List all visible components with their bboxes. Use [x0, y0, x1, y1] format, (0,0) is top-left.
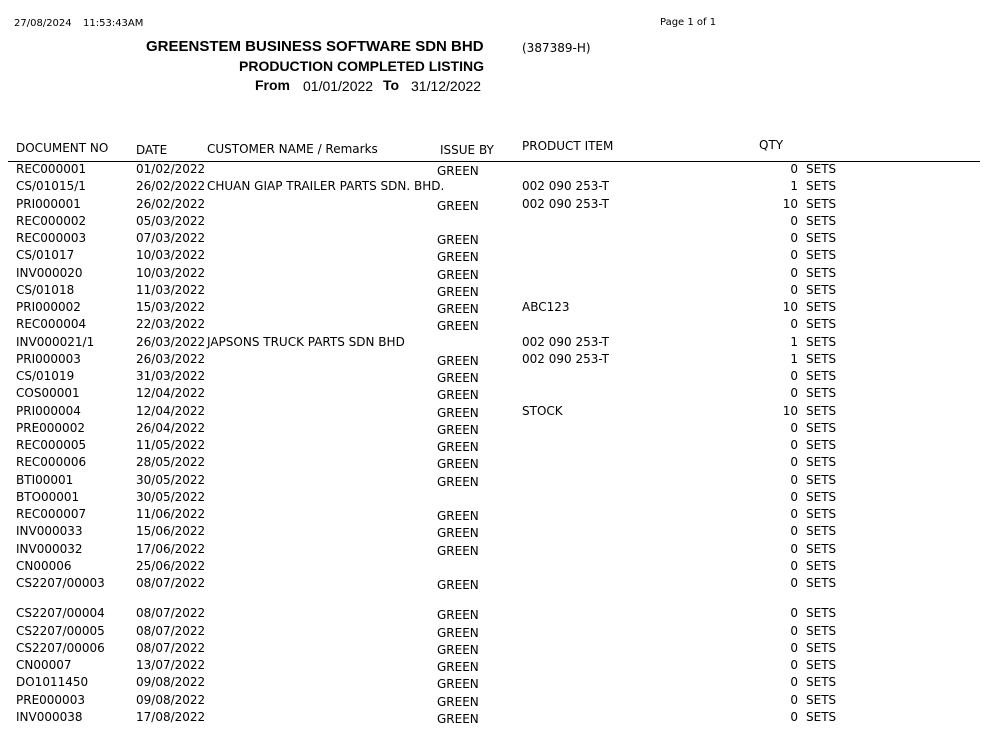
cell-qty: 0	[790, 455, 798, 470]
cell-issue-by: GREEN	[437, 164, 479, 178]
col-header-document-no: DOCUMENT NO	[16, 141, 109, 155]
cell-uom: SETS	[806, 623, 837, 638]
cell-document-no: REC000005	[16, 438, 87, 452]
cell-issue-by: GREEN	[437, 422, 479, 437]
cell-issue-by: GREEN	[437, 711, 479, 726]
to-date: 31/12/2022	[411, 78, 482, 94]
table-row	[0, 335, 991, 352]
cell-uom: SETS	[806, 640, 837, 655]
cell-date: 09/08/2022	[136, 692, 206, 707]
page-number: Page 1 of 1	[660, 17, 717, 28]
cell-qty: 1	[790, 334, 798, 349]
cell-qty: 0	[790, 640, 798, 655]
cell-date: 22/03/2022	[136, 317, 206, 332]
cell-uom: SETS	[806, 658, 837, 672]
cell-qty: 0	[790, 265, 798, 280]
cell-document-no: CS2207/00006	[16, 640, 105, 655]
cell-issue-by: GREEN	[437, 660, 479, 674]
cell-date: 17/08/2022	[136, 709, 206, 724]
print-date: 27/08/2024	[14, 18, 72, 29]
cell-document-no: REC000001	[16, 162, 87, 176]
cell-date: 05/03/2022	[136, 213, 206, 228]
cell-document-no: PRI000003	[16, 351, 81, 366]
table-row	[0, 624, 991, 641]
cell-customer: JAPSONS TRUCK PARTS SDN BHD	[207, 334, 405, 349]
cell-issue-by: GREEN	[437, 353, 479, 368]
cell-qty: 0	[790, 231, 798, 245]
cell-issue-by: GREEN	[437, 526, 479, 541]
table-row	[0, 197, 991, 214]
cell-uom: SETS	[806, 317, 837, 332]
cell-date: 17/06/2022	[136, 541, 206, 556]
cell-date: 26/02/2022	[136, 196, 206, 211]
cell-date: 12/04/2022	[136, 386, 206, 401]
cell-issue-by: GREEN	[437, 440, 479, 454]
cell-qty: 0	[790, 524, 798, 539]
table-row	[0, 300, 991, 317]
cell-date: 25/06/2022	[136, 558, 206, 573]
cell-uom: SETS	[806, 455, 837, 470]
cell-date: 31/03/2022	[136, 369, 206, 383]
cell-qty: 0	[790, 709, 798, 724]
cell-uom: SETS	[806, 196, 837, 211]
cell-date: 30/05/2022	[136, 489, 206, 504]
cell-document-no: CS/01017	[16, 248, 75, 263]
cell-issue-by: GREEN	[437, 267, 479, 282]
cell-issue-by: GREEN	[437, 509, 479, 523]
cell-issue-by: GREEN	[437, 371, 479, 385]
cell-product-item: 002 090 253-T	[522, 334, 609, 349]
table-row	[0, 675, 991, 692]
cell-uom: SETS	[806, 675, 837, 690]
col-header-issue-by: ISSUE BY	[440, 143, 494, 157]
cell-uom: SETS	[806, 179, 837, 194]
cell-document-no: CN00006	[16, 558, 72, 573]
cell-product-item: 002 090 253-T	[522, 196, 609, 211]
cell-qty: 0	[790, 606, 798, 621]
cell-date: 08/07/2022	[136, 640, 206, 655]
cell-document-no: REC000003	[16, 231, 87, 245]
cell-qty: 0	[790, 248, 798, 263]
cell-qty: 0	[790, 317, 798, 332]
cell-issue-by: GREEN	[437, 625, 479, 640]
cell-qty: 0	[790, 623, 798, 638]
cell-date: 01/02/2022	[136, 162, 206, 176]
cell-date: 26/04/2022	[136, 420, 206, 435]
cell-product-item: 002 090 253-T	[522, 351, 609, 366]
cell-date: 28/05/2022	[136, 455, 206, 470]
cell-date: 10/03/2022	[136, 248, 206, 263]
cell-qty: 0	[790, 369, 798, 383]
cell-qty: 0	[790, 420, 798, 435]
cell-uom: SETS	[806, 472, 837, 487]
cell-uom: SETS	[806, 231, 837, 245]
table-row	[0, 283, 991, 300]
cell-uom: SETS	[806, 334, 837, 349]
table-row	[0, 162, 991, 179]
cell-qty: 0	[790, 213, 798, 228]
cell-product-item: STOCK	[522, 403, 563, 418]
table-row	[0, 473, 991, 490]
company-name: GREENSTEM BUSINESS SOFTWARE SDN BHD	[146, 38, 484, 55]
table-row	[0, 542, 991, 559]
cell-date: 30/05/2022	[136, 472, 206, 487]
table-row	[0, 214, 991, 231]
cell-issue-by: GREEN	[437, 608, 479, 623]
cell-document-no: REC000002	[16, 213, 87, 228]
table-row	[0, 490, 991, 507]
cell-qty: 0	[790, 541, 798, 556]
cell-qty: 0	[790, 386, 798, 401]
cell-qty: 0	[790, 692, 798, 707]
table-row	[0, 641, 991, 658]
cell-uom: SETS	[806, 386, 837, 401]
cell-issue-by: GREEN	[437, 388, 479, 403]
table-row	[0, 248, 991, 265]
cell-issue-by: GREEN	[437, 677, 479, 692]
cell-document-no: CS2207/00003	[16, 576, 105, 590]
cell-document-no: REC000004	[16, 317, 87, 332]
cell-document-no: INV000021/1	[16, 334, 95, 349]
from-label: From	[255, 77, 290, 93]
cell-uom: SETS	[806, 558, 837, 573]
table-row	[0, 455, 991, 472]
cell-uom: SETS	[806, 709, 837, 724]
cell-issue-by: GREEN	[437, 319, 479, 334]
cell-issue-by: GREEN	[437, 198, 479, 213]
cell-uom: SETS	[806, 403, 837, 418]
cell-uom: SETS	[806, 489, 837, 504]
cell-qty: 0	[790, 675, 798, 690]
cell-date: 08/07/2022	[136, 623, 206, 638]
cell-document-no: REC000006	[16, 455, 87, 470]
cell-document-no: INV000033	[16, 524, 83, 539]
table-row	[0, 576, 991, 593]
cell-date: 11/05/2022	[136, 438, 206, 452]
cell-qty: 0	[790, 162, 798, 176]
cell-date: 09/08/2022	[136, 675, 206, 690]
cell-uom: SETS	[806, 692, 837, 707]
report-title: PRODUCTION COMPLETED LISTING	[239, 58, 484, 74]
table-row	[0, 438, 991, 455]
table-row	[0, 524, 991, 541]
cell-qty: 10	[782, 403, 798, 418]
table-row	[0, 352, 991, 369]
cell-issue-by: GREEN	[437, 474, 479, 489]
table-row	[0, 404, 991, 421]
cell-issue-by: GREEN	[437, 694, 479, 709]
cell-uom: SETS	[806, 213, 837, 228]
cell-issue-by: GREEN	[437, 642, 479, 657]
table-row	[0, 386, 991, 403]
cell-document-no: BTI00001	[16, 472, 74, 487]
cell-document-no: PRI000002	[16, 300, 81, 314]
cell-date: 08/07/2022	[136, 606, 206, 621]
cell-document-no: PRI000001	[16, 196, 81, 211]
cell-qty: 0	[790, 282, 798, 297]
cell-uom: SETS	[806, 438, 837, 452]
cell-qty: 0	[790, 576, 798, 590]
cell-uom: SETS	[806, 248, 837, 263]
table-row	[0, 559, 991, 576]
cell-qty: 0	[790, 472, 798, 487]
cell-product-item: 002 090 253-T	[522, 179, 609, 194]
cell-date: 26/03/2022	[136, 351, 206, 366]
cell-product-item: ABC123	[522, 300, 570, 314]
cell-document-no: CS2207/00004	[16, 606, 105, 621]
cell-qty: 0	[790, 507, 798, 521]
cell-qty: 10	[782, 300, 798, 314]
cell-uom: SETS	[806, 369, 837, 383]
cell-document-no: REC000007	[16, 507, 87, 521]
table-row	[0, 710, 991, 727]
cell-document-no: BTO00001	[16, 489, 80, 504]
cell-issue-by: GREEN	[437, 250, 479, 265]
print-time: 11:53:43AM	[83, 18, 144, 29]
cell-document-no: COS00001	[16, 386, 80, 401]
cell-date: 12/04/2022	[136, 403, 206, 418]
cell-issue-by: GREEN	[437, 233, 479, 247]
cell-issue-by: GREEN	[437, 405, 479, 420]
cell-document-no: CS2207/00005	[16, 623, 105, 638]
table-row	[0, 421, 991, 438]
cell-date: 26/03/2022	[136, 334, 206, 349]
cell-date: 15/06/2022	[136, 524, 206, 539]
cell-document-no: INV000038	[16, 709, 83, 724]
from-date: 01/01/2022	[303, 78, 374, 94]
cell-issue-by: GREEN	[437, 284, 479, 299]
cell-qty: 1	[790, 179, 798, 194]
cell-document-no: DO1011450	[16, 675, 89, 690]
table-row	[0, 317, 991, 334]
cell-issue-by: GREEN	[437, 543, 479, 558]
table-row	[0, 693, 991, 710]
cell-uom: SETS	[806, 162, 837, 176]
cell-document-no: CS/01018	[16, 282, 75, 297]
table-row	[0, 507, 991, 524]
cell-qty: 0	[790, 438, 798, 452]
cell-uom: SETS	[806, 420, 837, 435]
cell-document-no: PRI000004	[16, 403, 81, 418]
cell-document-no: PRE000003	[16, 692, 85, 707]
cell-uom: SETS	[806, 541, 837, 556]
table-row	[0, 369, 991, 386]
table-row	[0, 606, 991, 623]
cell-qty: 1	[790, 351, 798, 366]
company-reg-no: (387389-H)	[522, 41, 591, 55]
cell-issue-by: GREEN	[437, 578, 479, 592]
cell-uom: SETS	[806, 606, 837, 621]
cell-document-no: INV000032	[16, 541, 83, 556]
cell-uom: SETS	[806, 265, 837, 280]
table-row	[0, 231, 991, 248]
cell-document-no: CS/01019	[16, 369, 75, 383]
to-label: To	[383, 77, 400, 93]
cell-issue-by: GREEN	[437, 457, 479, 472]
cell-date: 08/07/2022	[136, 576, 206, 590]
cell-document-no: PRE000002	[16, 420, 85, 435]
cell-uom: SETS	[806, 576, 837, 590]
cell-issue-by: GREEN	[437, 302, 479, 316]
cell-date: 07/03/2022	[136, 231, 206, 245]
cell-qty: 0	[790, 658, 798, 672]
cell-date: 26/02/2022	[136, 179, 206, 194]
cell-date: 11/03/2022	[136, 282, 206, 297]
cell-qty: 0	[790, 558, 798, 573]
cell-uom: SETS	[806, 507, 837, 521]
cell-date: 15/03/2022	[136, 300, 206, 314]
cell-uom: SETS	[806, 524, 837, 539]
cell-customer: CHUAN GIAP TRAILER PARTS SDN. BHD.	[207, 179, 445, 194]
cell-document-no: CN00007	[16, 658, 72, 672]
table-row	[0, 179, 991, 196]
cell-document-no: CS/01015/1	[16, 179, 86, 194]
col-header-qty: QTY	[759, 138, 784, 152]
table-row	[0, 658, 991, 675]
cell-qty: 0	[790, 489, 798, 504]
cell-uom: SETS	[806, 282, 837, 297]
cell-uom: SETS	[806, 351, 837, 366]
cell-date: 10/03/2022	[136, 265, 206, 280]
col-header-date: DATE	[136, 143, 168, 157]
cell-uom: SETS	[806, 300, 837, 314]
cell-qty: 10	[782, 196, 798, 211]
cell-document-no: INV000020	[16, 265, 83, 280]
col-header-product-item: PRODUCT ITEM	[522, 139, 614, 153]
cell-date: 11/06/2022	[136, 507, 206, 521]
table-row	[0, 266, 991, 283]
cell-date: 13/07/2022	[136, 658, 206, 672]
col-header-customer: CUSTOMER NAME / Remarks	[207, 142, 378, 156]
